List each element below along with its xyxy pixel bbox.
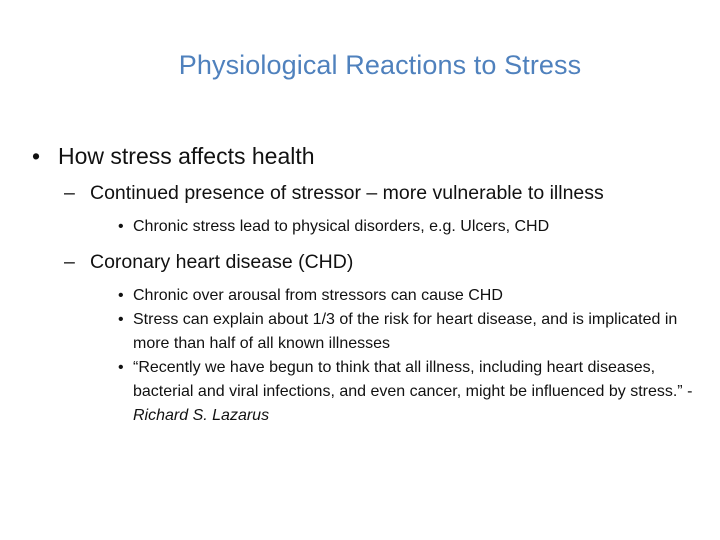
detail-item	[118, 284, 702, 308]
detail-item	[118, 215, 702, 239]
quote-item	[118, 356, 702, 428]
bullet-marker: •	[118, 359, 124, 376]
detail-text: Stress can explain about 1/3 of the risk for heart disease, and is implicated in more than half of all known illnesses	[133, 311, 678, 352]
subpoint-text: Coronary heart disease (CHD)	[90, 251, 354, 273]
details-stressor	[32, 215, 702, 239]
detail-text: Chronic over arousal from stressors can cause CHD	[133, 287, 503, 304]
detail-item	[118, 308, 702, 356]
bullet-marker: •	[32, 143, 41, 169]
details-chd	[32, 284, 702, 428]
slide-title: Physiological Reactions to Stress	[178, 50, 582, 80]
subpoint-text: Continued presence of stressor – more vulnerable to illness	[90, 182, 604, 204]
quote-author: Richard S. Lazarus	[133, 407, 270, 424]
quote-text: “Recently we have begun to think that all illness, including heart diseases, bacterial and viral infections, and even cancer, might be influenced by stress.” -	[133, 359, 693, 400]
bullet-marker: •	[118, 311, 124, 328]
bullet-marker: •	[118, 287, 124, 304]
dash-marker: –	[64, 182, 75, 204]
detail-text: Chronic stress lead to physical disorders, e.g. Ulcers, CHD	[133, 218, 550, 235]
slide-content	[32, 140, 702, 438]
subpoint-stressor	[64, 180, 702, 207]
bullet-main-point	[32, 140, 702, 172]
subpoint-chd	[64, 249, 702, 276]
bullet-marker: •	[118, 218, 124, 235]
main-point-text: How stress affects health	[58, 143, 315, 169]
dash-marker: –	[64, 251, 75, 273]
